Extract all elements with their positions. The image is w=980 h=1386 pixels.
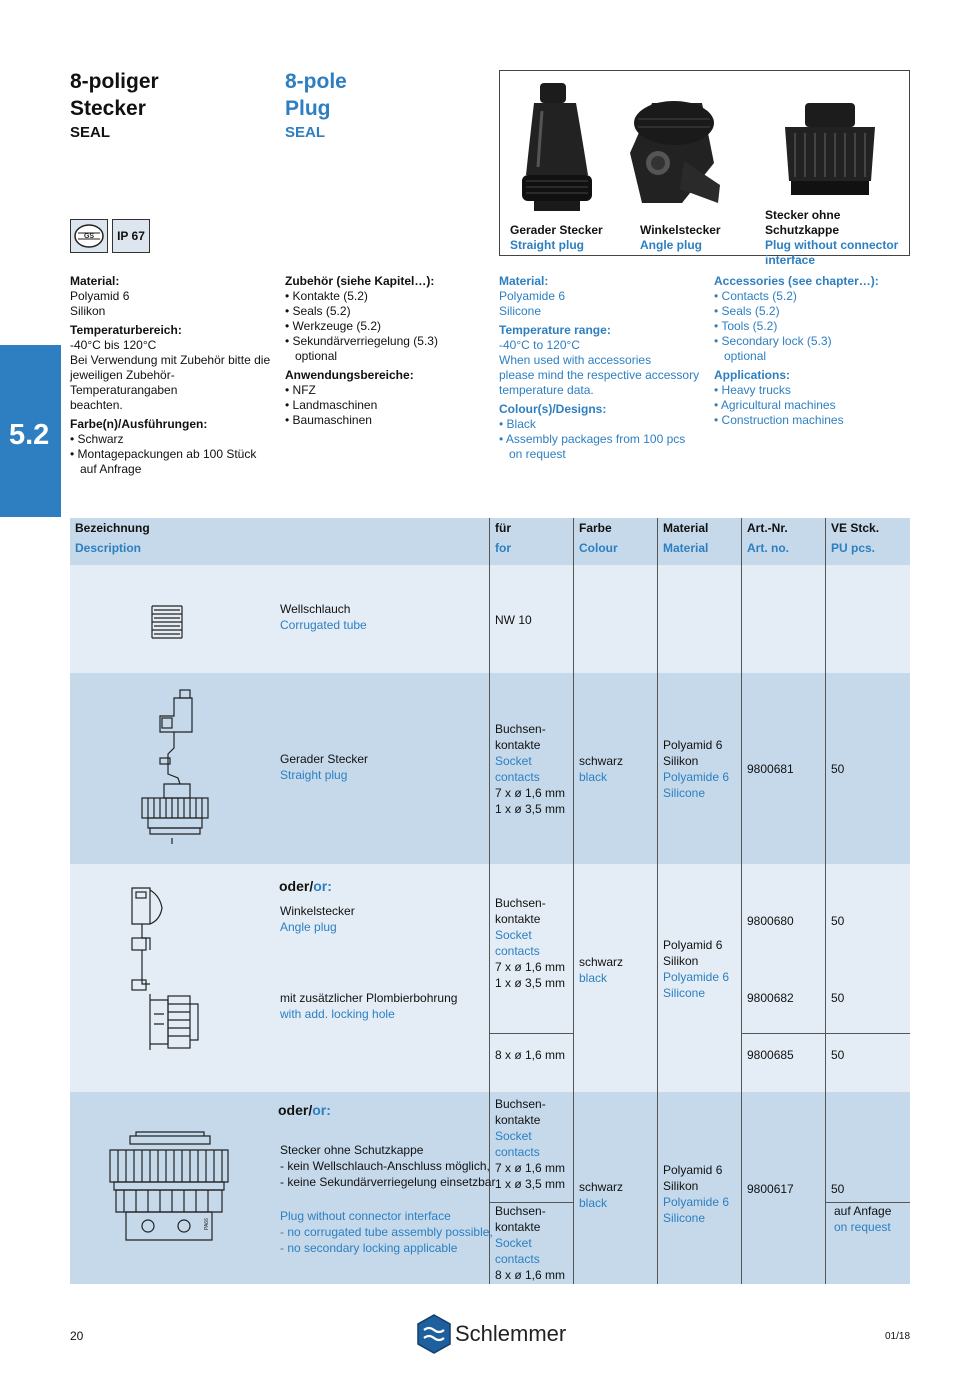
schlemmer-logo-icon xyxy=(416,1314,452,1354)
row3-colour xyxy=(579,954,623,986)
row3-for-3: Socket xyxy=(495,928,532,942)
angle-plug-drawing xyxy=(128,884,218,1054)
col-divider xyxy=(741,518,742,1284)
row2-description xyxy=(280,751,368,783)
row3-material xyxy=(663,937,729,1001)
accessory-en-2: • Seals (5.2) xyxy=(714,304,780,318)
header-colour-de: Farbe xyxy=(579,521,612,535)
row4-desc-de-3: - keine Sekundärverriegelung einsetzbar xyxy=(280,1175,496,1189)
row3-desc-de: Winkelstecker xyxy=(280,904,355,918)
row3-for-4: contacts xyxy=(495,944,540,958)
caption-nocap-en1: Plug without connector xyxy=(765,238,899,252)
accessory-de-4: • Sekundärverriegelung (5.3) xyxy=(285,334,438,348)
row4-desc-en-2: - no corrugated tube assembly possible, xyxy=(280,1225,493,1239)
header-art-no xyxy=(747,520,789,556)
title-de xyxy=(70,68,159,141)
title-en-line1: 8-pole xyxy=(285,70,347,93)
header-description-de: Bezeichnung xyxy=(75,521,150,535)
row2-for-5: 7 x ø 1,6 mm xyxy=(495,786,566,800)
temp-heading-de: Temperaturbereich: xyxy=(70,323,182,337)
row4-desc-de-2: - kein Wellschlauch-Anschluss möglich, xyxy=(280,1159,490,1173)
certification-badges xyxy=(70,219,150,253)
row4-for-1: Buchsen- xyxy=(495,1097,546,1111)
row3-colour-de: schwarz xyxy=(579,955,624,969)
colour-heading-de: Farbe(n)/Ausführungen: xyxy=(70,417,208,431)
row2-for-2: kontakte xyxy=(495,738,541,752)
row2-desc-de: Gerader Stecker xyxy=(280,752,369,766)
row3-for-8pin: 8 x ø 1,6 mm xyxy=(495,1048,566,1062)
plug-nocap-drawing xyxy=(106,1130,232,1246)
straight-plug-drawing xyxy=(134,688,214,846)
row4-pu-request-en: on request xyxy=(834,1220,891,1234)
row3-or-en: or: xyxy=(313,878,332,894)
material-heading-de: Material: xyxy=(70,274,120,288)
row3-mat-1: Polyamid 6 xyxy=(663,938,723,952)
colour-de-3: auf Anfrage xyxy=(80,462,142,476)
accessory-de-1: • Kontakte (5.2) xyxy=(285,289,368,303)
row2-for-4: contacts xyxy=(495,770,540,784)
title-de-line1: 8-poliger xyxy=(70,70,159,93)
header-for xyxy=(495,520,511,556)
row3-extra-en: with add. locking hole xyxy=(280,1007,395,1021)
title-en xyxy=(285,68,347,141)
row4-for2-1: Buchsen- xyxy=(495,1204,546,1218)
row-divider xyxy=(489,1033,573,1034)
row2-mat-3: Polyamide 6 xyxy=(663,770,730,784)
caption-angle-de: Winkelstecker xyxy=(640,223,721,237)
accessories-de xyxy=(285,274,490,428)
row4-for-6: 1 x ø 3,5 mm xyxy=(495,1177,566,1191)
accessory-en-1: • Contacts (5.2) xyxy=(714,289,797,303)
accessories-heading-en: Accessories (see chapter…): xyxy=(714,274,879,288)
header-pu xyxy=(831,520,879,556)
row1-desc-de: Wellschlauch xyxy=(280,602,351,616)
header-material-de: Material xyxy=(663,521,709,535)
temp-en-2: When used with accessories xyxy=(499,353,652,367)
row4-for-3: Socket xyxy=(495,1129,532,1143)
row3-art-no-1: 9800680 xyxy=(747,914,794,928)
caption-nocap-en2: interface xyxy=(765,253,816,267)
accessory-de-2: • Seals (5.2) xyxy=(285,304,351,318)
product-photos xyxy=(499,70,910,267)
temp-de-3: jeweiligen Zubehör-Temperaturangaben xyxy=(70,368,178,397)
colour-heading-en: Colour(s)/Designs: xyxy=(499,402,607,416)
row3-art-no-3: 9800685 xyxy=(747,1048,794,1062)
row3-pu-2: 50 xyxy=(831,991,845,1005)
row4-for xyxy=(495,1096,565,1192)
accessory-de-3: • Werkzeuge (5.2) xyxy=(285,319,382,333)
row2-colour xyxy=(579,753,623,785)
ip-rating-badge: IP 67 xyxy=(112,219,150,253)
row4-for2-2: kontakte xyxy=(495,1220,541,1234)
svg-text:GS: GS xyxy=(83,233,95,240)
header-description-en: Description xyxy=(75,541,142,555)
edition-date: 01/18 xyxy=(885,1331,911,1342)
info-en xyxy=(499,274,704,462)
accessory-en-3: • Tools (5.2) xyxy=(714,319,778,333)
colour-en-3: on request xyxy=(509,447,566,461)
row3-pu-1: 50 xyxy=(831,914,845,928)
brand-logo xyxy=(416,1314,566,1354)
temp-de-4: beachten. xyxy=(70,398,123,412)
row4-art-no: 9800617 xyxy=(747,1182,794,1196)
row1-description xyxy=(280,601,367,633)
row3-for-1: Buchsen- xyxy=(495,896,546,910)
row4-mat-3: Polyamide 6 xyxy=(663,1195,730,1209)
header-colour-en: Colour xyxy=(579,541,618,555)
applications-heading-de: Anwendungsbereiche: xyxy=(285,368,414,382)
application-en-1: • Heavy trucks xyxy=(714,383,791,397)
temp-en-3: please mind the respective accessory xyxy=(499,368,700,382)
row4-for2-3: Socket xyxy=(495,1236,532,1250)
caption-angle-en: Angle plug xyxy=(640,238,702,252)
header-pu-en: PU pcs. xyxy=(831,541,876,555)
row2-pu: 50 xyxy=(831,762,845,776)
row2-for xyxy=(495,721,565,817)
temp-de-1: -40°C bis 120°C xyxy=(70,338,157,352)
corrugated-tube-drawing xyxy=(150,604,184,640)
row4-for-4: contacts xyxy=(495,1145,540,1159)
row4-desc-en-3: - no secondary locking applicable xyxy=(280,1241,458,1255)
row4-pu-request xyxy=(834,1203,891,1235)
row2-material xyxy=(663,737,729,801)
row3-description xyxy=(280,903,355,935)
row4-description-de xyxy=(280,1142,495,1190)
temp-en-4: temperature data. xyxy=(499,383,594,397)
title-en-line2: Plug xyxy=(285,97,331,120)
application-de-1: • NFZ xyxy=(285,383,316,397)
col-divider xyxy=(573,518,574,1284)
row3-for xyxy=(495,895,565,991)
application-de-3: • Baumaschinen xyxy=(285,413,372,427)
title-de-line2: Stecker xyxy=(70,97,146,120)
plug-nocap-photo xyxy=(775,99,885,199)
row4-or-en: or: xyxy=(312,1102,331,1118)
header-for-de: für xyxy=(495,521,511,535)
temp-heading-en: Temperature range: xyxy=(499,323,611,337)
row3-mat-2: Silikon xyxy=(663,954,699,968)
row3-colour-en: black xyxy=(579,971,608,985)
row4-pu: 50 xyxy=(831,1182,845,1196)
row4-mat-1: Polyamid 6 xyxy=(663,1163,723,1177)
header-colour xyxy=(579,520,618,556)
caption-straight-de: Gerader Stecker xyxy=(510,223,603,237)
row3-desc-en: Angle plug xyxy=(280,920,337,934)
accessories-heading-de: Zubehör (siehe Kapitel…): xyxy=(285,274,435,288)
row3-for-2: kontakte xyxy=(495,912,541,926)
material-de-1: Polyamid 6 xyxy=(70,289,130,303)
row4-colour xyxy=(579,1179,623,1211)
accessory-en-4: • Secondary lock (5.3) xyxy=(714,334,832,348)
brand-name: Schlemmer xyxy=(455,1321,567,1346)
material-en-2: Silicone xyxy=(499,304,542,318)
info-de xyxy=(70,274,275,477)
row3-art-no-2: 9800682 xyxy=(747,991,794,1005)
header-description xyxy=(75,520,150,556)
row3-for-5: 7 x ø 1,6 mm xyxy=(495,960,566,974)
straight-plug-photo xyxy=(512,77,602,213)
header-material xyxy=(663,520,708,556)
row4-for2-4: contacts xyxy=(495,1252,540,1266)
row2-mat-1: Polyamid 6 xyxy=(663,738,723,752)
title-en-sub: SEAL xyxy=(285,124,326,141)
row2-colour-de: schwarz xyxy=(579,754,624,768)
row2-mat-2: Silikon xyxy=(663,754,699,768)
colour-en-1: • Black xyxy=(499,417,536,431)
row3-or-de: oder/ xyxy=(279,878,314,894)
header-art-no-en: Art. no. xyxy=(747,541,789,555)
caption-nocap-de: Stecker ohne Schutzkappe xyxy=(765,208,841,237)
row4-colour-en: black xyxy=(579,1196,608,1210)
application-en-2: • Agricultural machines xyxy=(714,398,836,412)
title-de-sub: SEAL xyxy=(70,124,111,141)
col-divider xyxy=(825,518,826,1284)
material-de-2: Silikon xyxy=(70,304,106,318)
row2-desc-en: Straight plug xyxy=(280,768,348,782)
row-divider xyxy=(741,1033,910,1034)
row4-or-de: oder/ xyxy=(278,1102,313,1118)
row2-art-no: 9800681 xyxy=(747,762,794,776)
caption-angle-plug xyxy=(640,223,721,253)
application-en-3: • Construction machines xyxy=(714,413,844,427)
row4-mat-2: Silikon xyxy=(663,1179,699,1193)
svg-text:PA66: PA66 xyxy=(204,1218,210,1230)
row-corrugated-band xyxy=(70,565,910,673)
temp-de-2: Bei Verwendung mit Zubehör bitte die xyxy=(70,353,271,367)
row2-for-6: 1 x ø 3,5 mm xyxy=(495,802,566,816)
product-table xyxy=(70,518,910,1284)
row3-or-label xyxy=(279,878,332,895)
row4-colour-de: schwarz xyxy=(579,1180,624,1194)
application-de-2: • Landmaschinen xyxy=(285,398,378,412)
row4-pu-request-de: auf Anfage xyxy=(834,1204,892,1218)
row1-desc-en: Corrugated tube xyxy=(280,618,367,632)
applications-heading-en: Applications: xyxy=(714,368,791,382)
row4-description-en xyxy=(280,1208,493,1256)
material-en-1: Polyamide 6 xyxy=(499,289,566,303)
chapter-number: 5.2 xyxy=(9,419,50,451)
row3-extra xyxy=(280,990,457,1022)
accessories-en xyxy=(714,274,910,428)
row4-for2-5: 8 x ø 1,6 mm xyxy=(495,1268,566,1282)
row4-desc-de-1: Stecker ohne Schutzkappe xyxy=(280,1143,424,1157)
row4-or-label xyxy=(278,1102,331,1119)
row2-for-3: Socket xyxy=(495,754,532,768)
row4-for-8pin xyxy=(495,1203,565,1283)
page-number: 20 xyxy=(70,1329,84,1343)
chapter-tab xyxy=(0,345,61,517)
col-divider xyxy=(657,518,658,1284)
row4-mat-4: Silicone xyxy=(663,1211,706,1225)
colour-de-1: • Schwarz xyxy=(70,432,124,446)
row3-mat-4: Silicone xyxy=(663,986,706,1000)
caption-straight-en: Straight plug xyxy=(510,238,584,252)
row3-mat-3: Polyamide 6 xyxy=(663,970,730,984)
row4-for-5: 7 x ø 1,6 mm xyxy=(495,1161,566,1175)
row2-for-1: Buchsen- xyxy=(495,722,546,736)
row3-for-6: 1 x ø 3,5 mm xyxy=(495,976,566,990)
angle-plug-photo xyxy=(622,93,734,213)
row4-material xyxy=(663,1162,729,1226)
header-pu-de: VE Stck. xyxy=(831,521,880,535)
material-heading-en: Material: xyxy=(499,274,549,288)
accessory-en-optional: optional xyxy=(724,349,767,363)
header-material-en: Material xyxy=(663,541,709,555)
header-for-en: for xyxy=(495,541,511,555)
temp-en-1: -40°C to 120°C xyxy=(499,338,580,352)
row4-for-2: kontakte xyxy=(495,1113,541,1127)
row3-extra-de: mit zusätzlicher Plombierbohrung xyxy=(280,991,458,1005)
row3-pu-3: 50 xyxy=(831,1048,845,1062)
cert-logo-icon xyxy=(70,219,108,253)
row2-mat-4: Silicone xyxy=(663,786,706,800)
colour-de-2: • Montagepackungen ab 100 Stück xyxy=(70,447,257,461)
accessory-de-optional: optional xyxy=(295,349,338,363)
row2-colour-en: black xyxy=(579,770,608,784)
row4-desc-en-1: Plug without connector interface xyxy=(280,1209,451,1223)
row1-for: NW 10 xyxy=(495,613,532,627)
header-art-no-de: Art.-Nr. xyxy=(747,521,788,535)
caption-nocap-plug xyxy=(765,208,909,268)
colour-en-2: • Assembly packages from 100 pcs xyxy=(499,432,686,446)
caption-straight-plug xyxy=(510,223,603,253)
